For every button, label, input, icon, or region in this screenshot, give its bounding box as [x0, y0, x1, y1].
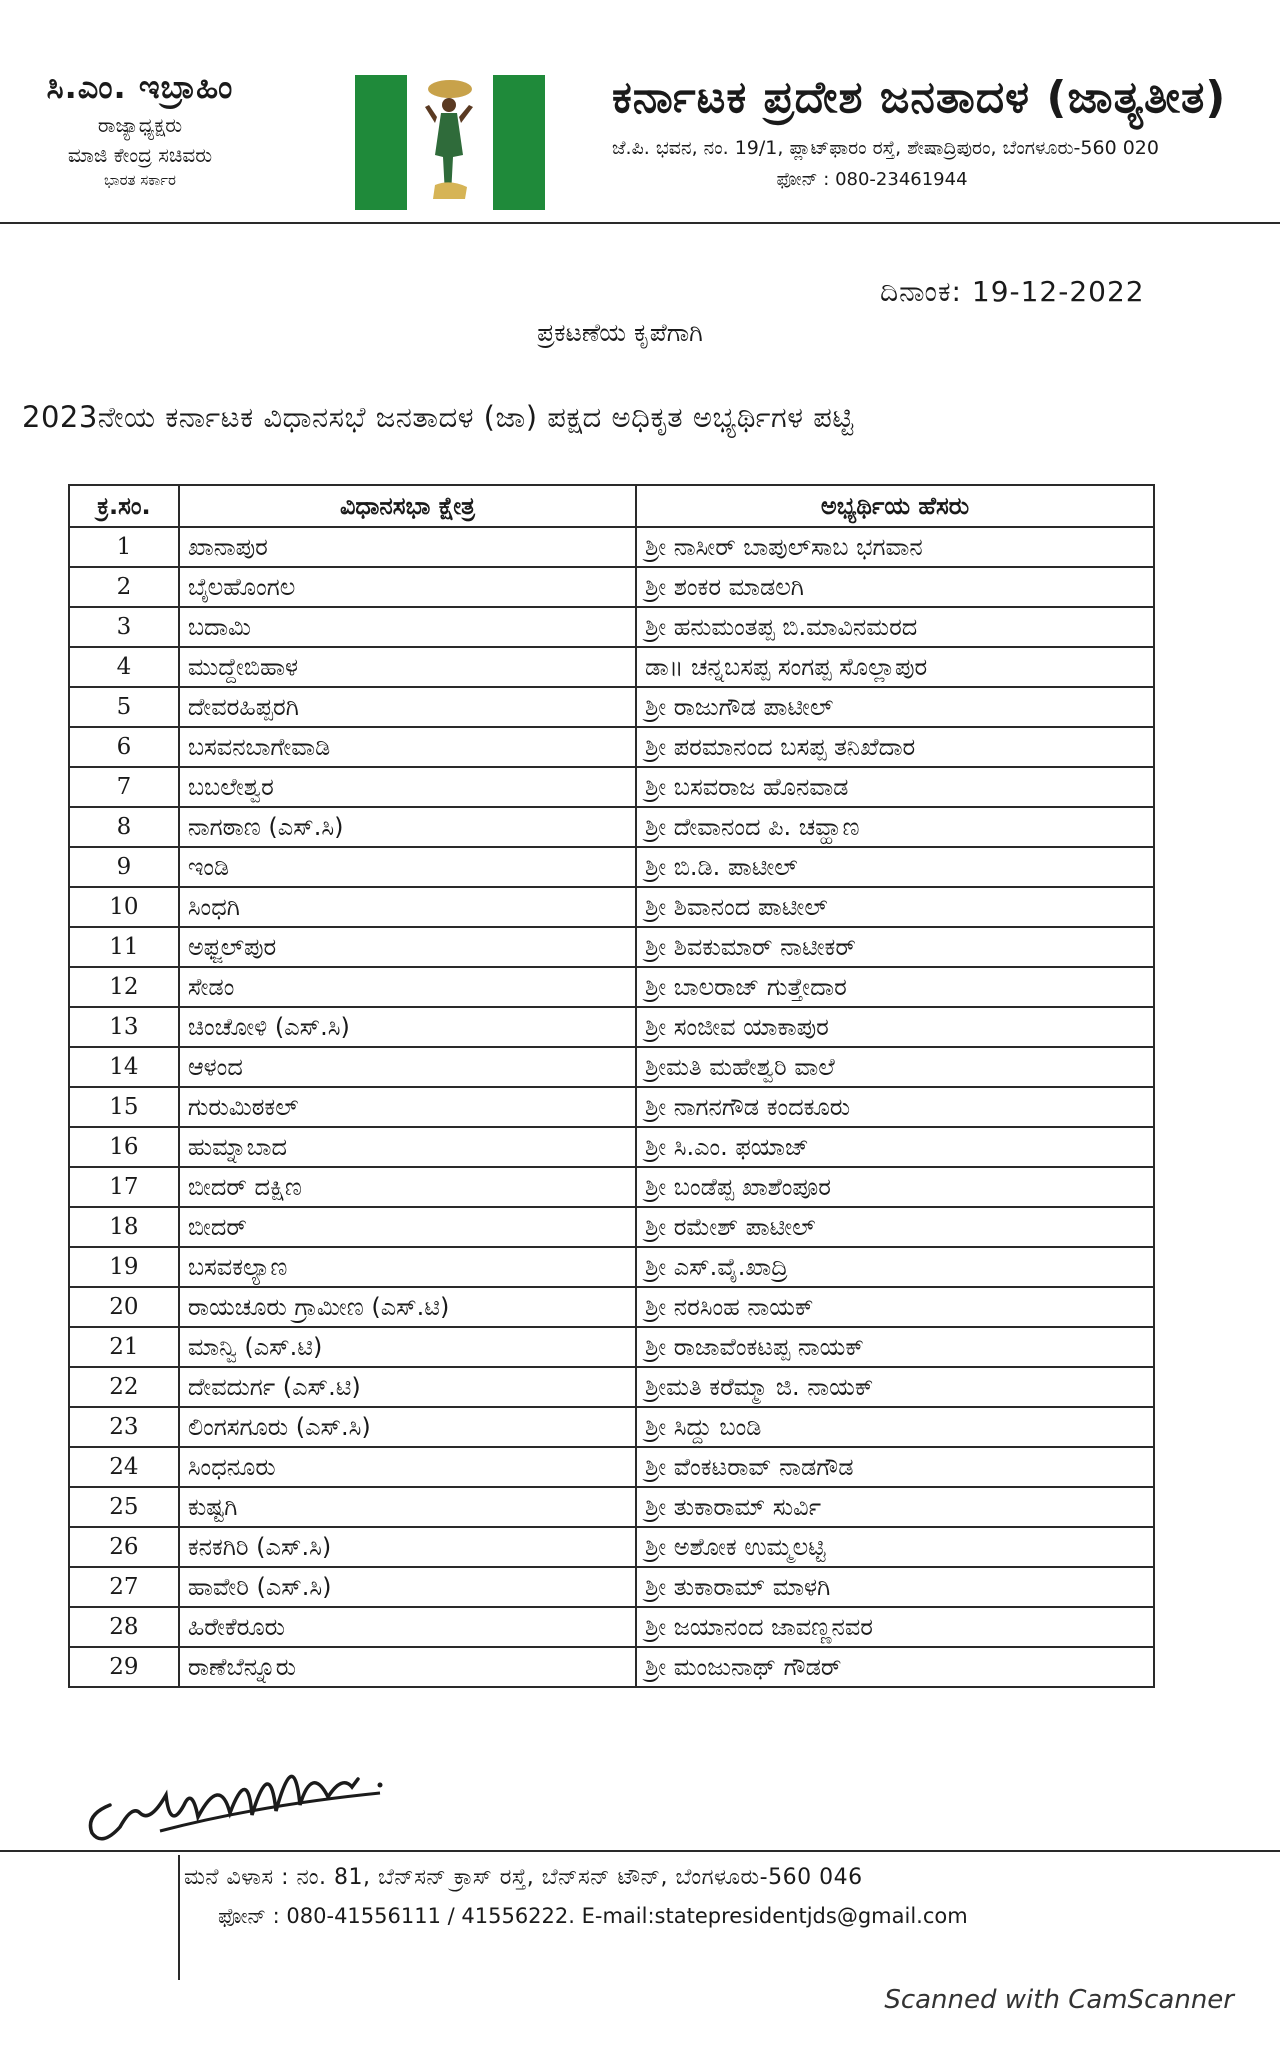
constituency-cell: ಕುಷ್ಟಗಿ	[179, 1487, 636, 1527]
candidate-name-cell: ಶ್ರೀ ಬಂಡೆಪ್ಪ ಖಾಶೆಂಪೂರ	[636, 1167, 1154, 1207]
table-row	[69, 807, 1154, 847]
constituency-cell: ಬಸವನಬಾಗೇವಾಡಿ	[179, 727, 636, 767]
constituency-cell: ಲಿಂಗಸಗೂರು (ಎಸ್.ಸಿ)	[179, 1407, 636, 1447]
table-row	[69, 1487, 1154, 1527]
table-row	[69, 1367, 1154, 1407]
document-date: ದಿನಾಂಕ: 19-12-2022	[880, 275, 1145, 308]
candidate-table	[68, 484, 1155, 1688]
logo-green-left	[355, 75, 407, 210]
table-row	[69, 1287, 1154, 1327]
person-former-role: ಮಾಜಿ ಕೇಂದ್ರ ಸಚಿವರು	[67, 143, 213, 167]
letterhead-person-block	[20, 68, 260, 189]
candidate-name-cell: ಶ್ರೀ ಜಯಾನಂದ ಜಾವಣ್ಣನವರ	[636, 1607, 1154, 1647]
table-row	[69, 1007, 1154, 1047]
constituency-cell: ಹಿರೇಕೆರೂರು	[179, 1607, 636, 1647]
candidate-name-cell: ಶ್ರೀ ಅಶೋಕ ಉಮ್ಮಲಟ್ಟಿ	[636, 1527, 1154, 1567]
candidate-name-cell: ಶ್ರೀ ಶಿವಾನಂದ ಪಾಟೀಲ್	[636, 887, 1154, 927]
header-candidate: ಅಭ್ಯರ್ಥಿಯ ಹೆಸರು	[636, 485, 1154, 527]
serial-number-cell: 1	[69, 527, 179, 567]
table-row	[69, 1207, 1154, 1247]
constituency-cell: ಮಾನ್ವಿ (ಎಸ್.ಟಿ)	[179, 1327, 636, 1367]
table-header-row	[69, 485, 1154, 527]
candidate-name-cell: ಶ್ರೀ ಬಾಲರಾಜ್ ಗುತ್ತೇದಾರ	[636, 967, 1154, 1007]
table-row	[69, 927, 1154, 967]
constituency-cell: ಹಾವೇರಿ (ಎಸ್.ಸಿ)	[179, 1567, 636, 1607]
party-name: ಕರ್ನಾಟಕ ಪ್ರದೇಶ ಜನತಾದಳ (ಜಾತ್ಯತೀತ)	[612, 72, 1227, 123]
logo-green-right	[493, 75, 545, 210]
constituency-cell: ಬಸವಕಲ್ಯಾಣ	[179, 1247, 636, 1287]
constituency-cell: ಚಿಂಚೋಳಿ (ಎಸ್.ಸಿ)	[179, 1007, 636, 1047]
candidate-name-cell: ಶ್ರೀ ಮಂಜುನಾಥ್ ಗೌಡರ್	[636, 1647, 1154, 1687]
header-constituency: ವಿಧಾನಸಭಾ ಕ್ಷೇತ್ರ	[179, 485, 636, 527]
constituency-cell: ಆಳಂದ	[179, 1047, 636, 1087]
press-release-notice: ಪ್ರಕಟಣೆಯ ಕೃಪೆಗಾಗಿ	[537, 318, 703, 347]
person-name: ಸಿ.ಎಂ. ಇಬ್ರಾಹಿಂ	[46, 68, 234, 106]
signature	[80, 1735, 480, 1845]
table-row	[69, 1247, 1154, 1287]
table-row	[69, 567, 1154, 607]
constituency-cell: ಬೀದರ್ ದಕ್ಷಿಣ	[179, 1167, 636, 1207]
serial-number-cell: 13	[69, 1007, 179, 1047]
constituency-cell: ಸಿಂಧಗಿ	[179, 887, 636, 927]
party-address: ಜೆ.ಪಿ. ಭವನ, ನಂ. 19/1, ಪ್ಲಾಟ್‌ಫಾರಂ ರಸ್ತೆ, ಶೇಷಾದ್ರಿಪುರಂ, ಬೆಂಗಳೂರು-560 020	[612, 137, 1159, 159]
constituency-cell: ಕನಕಗಿರಿ (ಎಸ್.ಸಿ)	[179, 1527, 636, 1567]
serial-number-cell: 29	[69, 1647, 179, 1687]
table-row	[69, 1407, 1154, 1447]
constituency-cell: ದೇವದುರ್ಗ (ಎಸ್.ಟಿ)	[179, 1367, 636, 1407]
serial-number-cell: 4	[69, 647, 179, 687]
table-row	[69, 1647, 1154, 1687]
constituency-cell: ಹುಮ್ನಾಬಾದ	[179, 1127, 636, 1167]
serial-number-cell: 14	[69, 1047, 179, 1087]
serial-number-cell: 26	[69, 1527, 179, 1567]
serial-number-cell: 15	[69, 1087, 179, 1127]
table-row	[69, 1047, 1154, 1087]
table-row	[69, 1167, 1154, 1207]
constituency-cell: ಬೈಲಹೊಂಗಲ	[179, 567, 636, 607]
candidate-name-cell: ಶ್ರೀ ತುಕಾರಾಮ್ ಮಾಳಗಿ	[636, 1567, 1154, 1607]
candidate-name-cell: ಶ್ರೀ ಹನುಮಂತಪ್ಪ ಬಿ.ಮಾವಿನಮರದ	[636, 607, 1154, 647]
serial-number-cell: 3	[69, 607, 179, 647]
serial-number-cell: 10	[69, 887, 179, 927]
candidate-name-cell: ಶ್ರೀ ರಾಜಾವೆಂಕಟಪ್ಪ ನಾಯಕ್	[636, 1327, 1154, 1367]
table-row	[69, 527, 1154, 567]
serial-number-cell: 2	[69, 567, 179, 607]
table-row	[69, 687, 1154, 727]
person-government: ಭಾರತ ಸರ್ಕಾರ	[104, 171, 176, 189]
table-row	[69, 767, 1154, 807]
residence-address: ಮನೆ ವಿಳಾಸ : ನಂ. 81, ಬೆನ್‌ಸನ್ ಕ್ರಾಸ್ ರಸ್ತೆ, ಬೆನ್‌ಸನ್ ಟೌನ್, ಬೆಂಗಳೂರು-560 046	[184, 1865, 863, 1890]
serial-number-cell: 19	[69, 1247, 179, 1287]
table-row	[69, 1607, 1154, 1647]
table-row	[69, 1327, 1154, 1367]
serial-number-cell: 6	[69, 727, 179, 767]
constituency-cell: ಸಿಂಧನೂರು	[179, 1447, 636, 1487]
constituency-cell: ಸೇಡಂ	[179, 967, 636, 1007]
candidate-name-cell: ಶ್ರೀ ಬಿ.ಡಿ. ಪಾಟೀಲ್	[636, 847, 1154, 887]
candidate-name-cell: ಶ್ರೀ ಸಿ.ಎಂ. ಫಯಾಜ್	[636, 1127, 1154, 1167]
table-row	[69, 647, 1154, 687]
candidate-name-cell: ಶ್ರೀ ರಾಜುಗೌಡ ಪಾಟೀಲ್	[636, 687, 1154, 727]
serial-number-cell: 22	[69, 1367, 179, 1407]
table-row	[69, 727, 1154, 767]
constituency-cell: ಅಫ್ಜಲ್‌ಪುರ	[179, 927, 636, 967]
party-phone: ಫೋನ್ : 080-23461944	[776, 169, 968, 190]
constituency-cell: ಗುರುಮಿಠಕಲ್	[179, 1087, 636, 1127]
table-row	[69, 1087, 1154, 1127]
party-logo	[355, 75, 545, 210]
table-row	[69, 1527, 1154, 1567]
serial-number-cell: 28	[69, 1607, 179, 1647]
serial-number-cell: 20	[69, 1287, 179, 1327]
candidate-name-cell: ಶ್ರೀ ಶಂಕರ ಮಾಡಲಗಿ	[636, 567, 1154, 607]
serial-number-cell: 21	[69, 1327, 179, 1367]
header-divider	[0, 222, 1280, 224]
document-heading: 2023ನೇಯ ಕರ್ನಾಟಕ ವಿಧಾನಸಭೆ ಜನತಾದಳ (ಜಾ) ಪಕ್ಷದ ಅಧಿಕೃತ ಅಭ್ಯರ್ಥಿಗಳ ಪಟ್ಟಿ	[22, 400, 854, 434]
constituency-cell: ಇಂಡಿ	[179, 847, 636, 887]
person-role: ರಾಜ್ಯಾಧ್ಯಕ್ಷರು	[97, 113, 183, 137]
table-row	[69, 1447, 1154, 1487]
serial-number-cell: 5	[69, 687, 179, 727]
table-row	[69, 1127, 1154, 1167]
candidate-name-cell: ಡಾ॥ ಚನ್ನಬಸಪ್ಪ ಸಂಗಪ್ಪ ಸೊಲ್ಲಾಪುರ	[636, 647, 1154, 687]
table-row	[69, 607, 1154, 647]
table-row	[69, 847, 1154, 887]
table-row	[69, 1567, 1154, 1607]
serial-number-cell: 9	[69, 847, 179, 887]
serial-number-cell: 27	[69, 1567, 179, 1607]
serial-number-cell: 17	[69, 1167, 179, 1207]
candidate-name-cell: ಶ್ರೀಮತಿ ಕರೆಮ್ಮಾ ಜಿ. ನಾಯಕ್	[636, 1367, 1154, 1407]
candidate-name-cell: ಶ್ರೀ ಬಸವರಾಜ ಹೊನವಾಡ	[636, 767, 1154, 807]
footer-divider	[0, 1850, 1280, 1852]
constituency-cell: ಖಾನಾಪುರ	[179, 527, 636, 567]
serial-number-cell: 25	[69, 1487, 179, 1527]
serial-number-cell: 24	[69, 1447, 179, 1487]
candidate-name-cell: ಶ್ರೀ ದೇವಾನಂದ ಪಿ. ಚವ್ಹಾಣ	[636, 807, 1154, 847]
candidate-name-cell: ಶ್ರೀಮತಿ ಮಹೇಶ್ವರಿ ವಾಲೆ	[636, 1047, 1154, 1087]
constituency-cell: ರಾಣೆಬೆನ್ನೂರು	[179, 1647, 636, 1687]
candidate-name-cell: ಶ್ರೀ ನರಸಿಂಹ ನಾಯಕ್	[636, 1287, 1154, 1327]
header-serial: ಕ್ರ.ಸಂ.	[69, 485, 179, 527]
candidate-name-cell: ಶ್ರೀ ಎಸ್.ವೈ.ಖಾದ್ರಿ	[636, 1247, 1154, 1287]
serial-number-cell: 11	[69, 927, 179, 967]
candidate-name-cell: ಶ್ರೀ ಶಿವಕುಮಾರ್ ನಾಟೀಕರ್	[636, 927, 1154, 967]
serial-number-cell: 12	[69, 967, 179, 1007]
candidate-name-cell: ಶ್ರೀ ನಾಸೀರ್ ಬಾಪುಲ್‌ಸಾಬ ಭಗವಾನ	[636, 527, 1154, 567]
letterhead-party-block	[612, 72, 1262, 190]
constituency-cell: ಮುದ್ದೇಬಿಹಾಳ	[179, 647, 636, 687]
serial-number-cell: 23	[69, 1407, 179, 1447]
candidate-name-cell: ಶ್ರೀ ನಾಗನಗೌಡ ಕಂದಕೂರು	[636, 1087, 1154, 1127]
serial-number-cell: 8	[69, 807, 179, 847]
constituency-cell: ಬದಾಮಿ	[179, 607, 636, 647]
constituency-cell: ಬೀದರ್	[179, 1207, 636, 1247]
table-row	[69, 887, 1154, 927]
footer-vertical-line	[178, 1855, 180, 1980]
candidate-name-cell: ಶ್ರೀ ಪರಮಾನಂದ ಬಸಪ್ಪ ತನಿಖೆದಾರ	[636, 727, 1154, 767]
serial-number-cell: 7	[69, 767, 179, 807]
residence-phone-email: ಫೋನ್ : 080-41556111 / 41556222. E-mail:statepresidentjds@gmail.com	[218, 1904, 968, 1928]
camscanner-watermark: Scanned with CamScanner	[884, 1985, 1234, 2015]
constituency-cell: ನಾಗಠಾಣ (ಎಸ್.ಸಿ)	[179, 807, 636, 847]
candidate-name-cell: ಶ್ರೀ ತುಕಾರಾಮ್ ಸುರ್ವಿ	[636, 1487, 1154, 1527]
candidate-name-cell: ಶ್ರೀ ಸಿದ್ದು ಬಂಡಿ	[636, 1407, 1154, 1447]
constituency-cell: ಬಬಲೇಶ್ವರ	[179, 767, 636, 807]
constituency-cell: ರಾಯಚೂರು ಗ್ರಾಮೀಣ (ಎಸ್.ಟಿ)	[179, 1287, 636, 1327]
serial-number-cell: 16	[69, 1127, 179, 1167]
candidate-name-cell: ಶ್ರೀ ಸಂಜೀವ ಯಾಕಾಪುರ	[636, 1007, 1154, 1047]
candidate-name-cell: ಶ್ರೀ ವೆಂಕಟರಾವ್ ನಾಡಗೌಡ	[636, 1447, 1154, 1487]
candidate-name-cell: ಶ್ರೀ ರಮೇಶ್ ಪಾಟೀಲ್	[636, 1207, 1154, 1247]
constituency-cell: ದೇವರಹಿಪ್ಪರಗಿ	[179, 687, 636, 727]
table-row	[69, 967, 1154, 1007]
serial-number-cell: 18	[69, 1207, 179, 1247]
